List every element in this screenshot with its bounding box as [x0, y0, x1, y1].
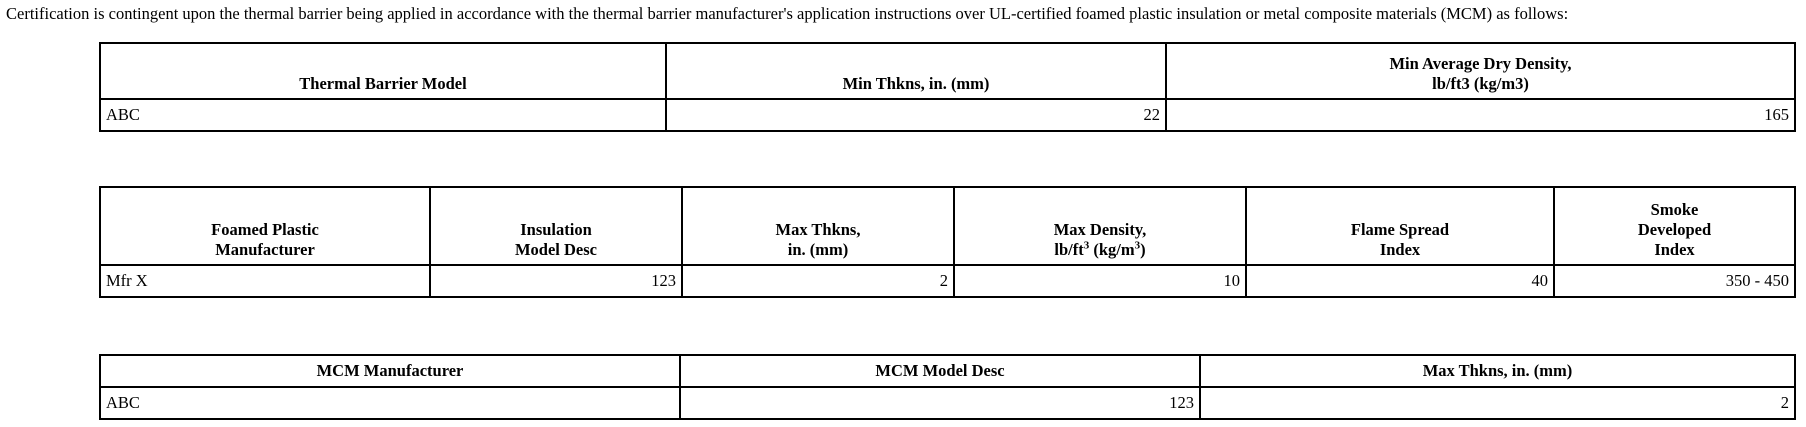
- header-line: Flame Spread: [1350, 220, 1450, 239]
- cell-manufacturer: Mfr X: [100, 265, 430, 297]
- table-header-row: [100, 43, 1795, 99]
- header-line: Index: [1379, 240, 1421, 259]
- header-mcm-model-desc: MCM Model Desc: [680, 355, 1200, 387]
- cell-manufacturer: ABC: [100, 387, 680, 419]
- header-smoke-developed-index: [1554, 187, 1795, 265]
- unit-exponent: 3: [1083, 239, 1090, 252]
- cell-max-thickness: 2: [682, 265, 954, 297]
- header-foamed-plastic-manufacturer: [100, 187, 430, 265]
- header-min-density-line2: lb/ft3 (kg/m3): [1432, 74, 1529, 93]
- cell-smoke-developed: 350 - 450: [1554, 265, 1795, 297]
- header-line: Manufacturer: [215, 240, 315, 259]
- header-mcm-max-thickness: Max Thkns, in. (mm): [1200, 355, 1795, 387]
- header-line: Foamed Plastic: [211, 220, 319, 239]
- header-line: Max Thkns,: [775, 220, 861, 239]
- table-header-row: [100, 355, 1795, 387]
- unit-exponent: 3: [1134, 239, 1141, 252]
- cell-min-thickness: 22: [666, 99, 1166, 131]
- header-line: in. (mm): [787, 240, 849, 259]
- cell-max-density: 10: [954, 265, 1246, 297]
- table-row: [100, 265, 1795, 297]
- header-line: [960, 240, 1240, 260]
- header-min-density: [1166, 43, 1795, 99]
- header-flame-spread-index: [1246, 187, 1554, 265]
- mcm-table: [99, 354, 1796, 420]
- table-header-row: [100, 187, 1795, 265]
- unit-text: ): [1140, 240, 1146, 259]
- header-min-thickness: Min Thkns, in. (mm): [666, 43, 1166, 99]
- cell-max-thickness: 2: [1200, 387, 1795, 419]
- header-max-density: [954, 187, 1246, 265]
- header-line: Model Desc: [514, 240, 598, 259]
- header-line: Insulation: [520, 220, 592, 239]
- unit-text: (kg/m: [1089, 240, 1135, 259]
- unit-text: lb/ft: [1054, 240, 1084, 259]
- cell-min-density: 165: [1166, 99, 1795, 131]
- header-line: Developed: [1637, 220, 1712, 239]
- foamed-plastic-table: [99, 186, 1796, 298]
- header-line: Max Density,: [1053, 220, 1147, 239]
- header-insulation-model-desc: [430, 187, 682, 265]
- cell-flame-spread: 40: [1246, 265, 1554, 297]
- cell-model: 123: [430, 265, 682, 297]
- header-mcm-manufacturer: MCM Manufacturer: [100, 355, 680, 387]
- table-row: [100, 99, 1795, 131]
- thermal-barrier-table: [99, 42, 1796, 132]
- cell-model: ABC: [100, 99, 666, 131]
- header-max-thickness: [682, 187, 954, 265]
- cell-model: 123: [680, 387, 1200, 419]
- table-row: [100, 387, 1795, 419]
- header-line: Smoke: [1650, 200, 1699, 219]
- header-thermal-barrier-model: Thermal Barrier Model: [100, 43, 666, 99]
- header-min-density-line1: Min Average Dry Density,: [1389, 54, 1572, 73]
- intro-paragraph: Certification is contingent upon the thermal barrier being applied in accordance with the thermal barrier manufacturer's application instructions over UL-certified foamed plastic insulation or metal composite materials (MCM) as follows:: [6, 4, 1569, 23]
- header-line: Index: [1654, 240, 1695, 259]
